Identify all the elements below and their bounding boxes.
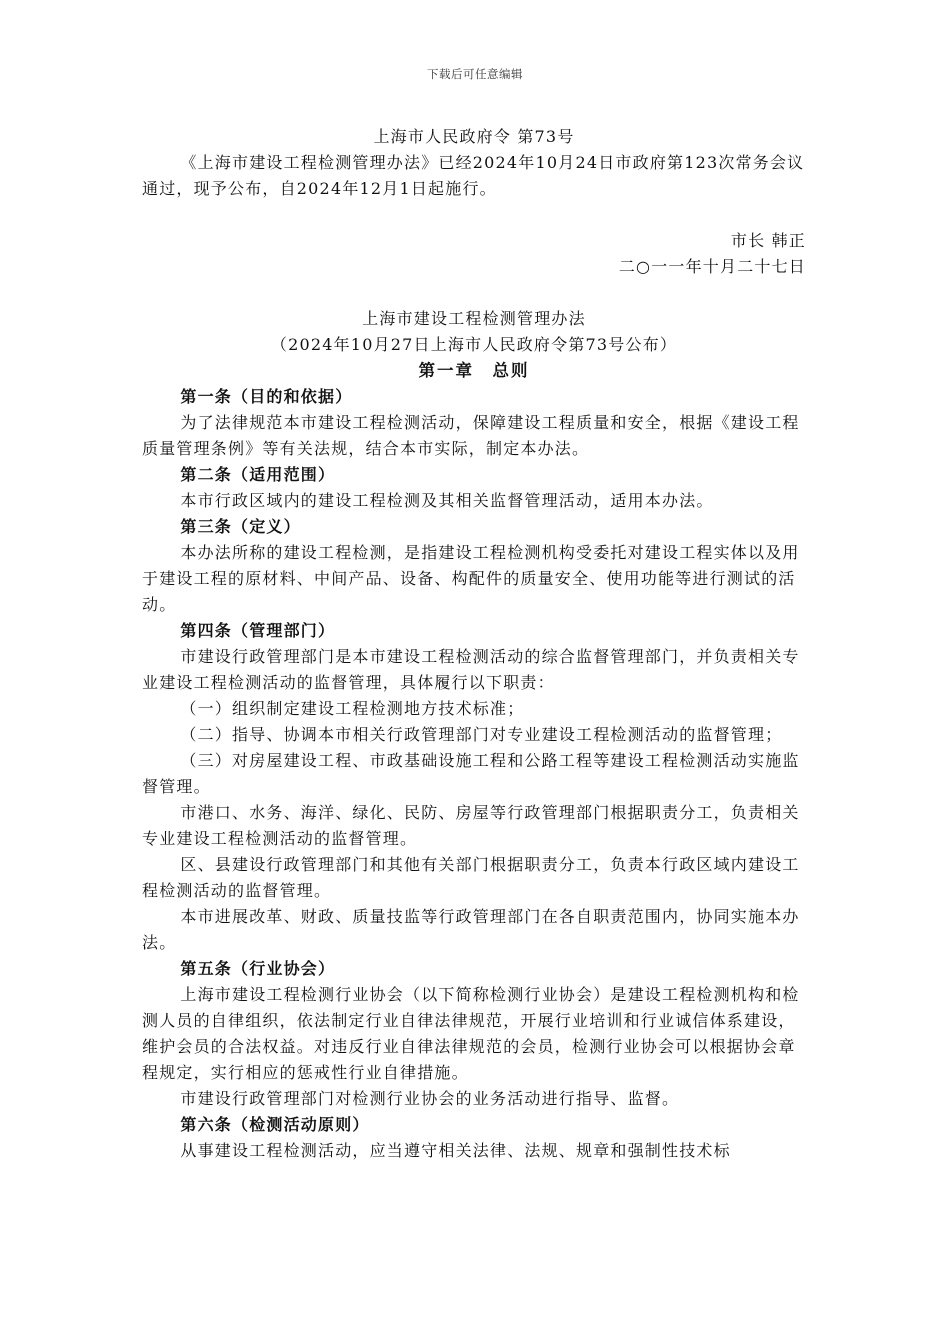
article-1-paragraph: 为了法律规范本市建设工程检测活动，保障建设工程质量和安全，根据《建设工程质量管理条例》等有关法规，结合本市实际，制定本办法。	[142, 413, 800, 458]
spacer	[142, 202, 806, 228]
document-content	[142, 124, 806, 1164]
article-4-paragraph-4: 本市进展改革、财政、质量技监等行政管理部门在各自职责范围内，协同实施本办法。	[142, 907, 800, 952]
chapter-heading: 第一章 总则	[418, 361, 530, 380]
article-5-heading: 第五条（行业协会）	[180, 959, 336, 978]
article-4-item-3: （三）对房屋建设工程、市政基础设施工程和公路工程等建设工程检测活动实施监督管理。	[142, 751, 800, 796]
article-4-paragraph-3: 区、县建设行政管理部门和其他有关部门根据职责分工，负责本行政区域内建设工程检测活动的监督管理。	[142, 855, 800, 900]
article-2-heading: 第二条（适用范围）	[180, 465, 336, 484]
article-4-paragraph-2: 市港口、水务、海洋、绿化、民防、房屋等行政管理部门根据职责分工，负责相关专业建设工程检测活动的监督管理。	[142, 803, 800, 848]
article-3-heading: 第三条（定义）	[180, 517, 301, 536]
article-5-paragraph-1: 上海市建设工程检测行业协会（以下简称检测行业协会）是建设工程检测机构和检测人员的自律组织，依法制定行业自律法律规范，开展行业培训和行业诚信体系建设，维护会员的合法权益。对违反行业自律法律规范的会员，检测行业协会可以根据协会章程规定，实行相应的惩戒性行业自律措施。	[142, 985, 800, 1082]
header-note: 下载后可任意编辑	[427, 67, 523, 81]
article-4-item-2: （二）指导、协调本市相关行政管理部门对专业建设工程检测活动的监督管理；	[180, 725, 783, 744]
article-4-item-1: （一）组织制定建设工程检测地方技术标准；	[180, 699, 525, 718]
article-1-heading: 第一条（目的和依据）	[180, 387, 353, 406]
article-3-paragraph: 本办法所称的建设工程检测，是指建设工程检测机构受委托对建设工程实体以及用于建设工程的原材料、中间产品、设备、构配件的质量安全、使用功能等进行测试的活动。	[142, 543, 800, 614]
article-2-paragraph: 本市行政区域内的建设工程检测及其相关监督管理活动，适用本办法。	[180, 491, 714, 510]
decree-signer: 市长 韩正	[730, 231, 806, 250]
doc-title: 上海市建设工程检测管理办法	[362, 309, 586, 328]
article-4-heading: 第四条（管理部门）	[180, 621, 336, 640]
decree-body: 《上海市建设工程检测管理办法》已经2024年10月24日市政府第123次常务会议通过，现予公布，自2024年12月1日起施行。	[142, 153, 805, 198]
article-5-paragraph-2: 市建设行政管理部门对检测行业协会的业务活动进行指导、监督。	[180, 1089, 680, 1108]
doc-subtitle: （2024年10月27日上海市人民政府令第73号公布）	[270, 335, 678, 354]
spacer	[142, 280, 806, 306]
article-6-paragraph: 从事建设工程检测活动，应当遵守相关法律、法规、规章和强制性技术标	[180, 1141, 731, 1160]
article-4-paragraph-1: 市建设行政管理部门是本市建设工程检测活动的综合监督管理部门，并负责相关专业建设工程检测活动的监督管理，具体履行以下职责：	[142, 647, 800, 692]
article-6-heading: 第六条（检测活动原则）	[180, 1115, 370, 1134]
decree-date: 二○一一年十月二十七日	[618, 257, 806, 276]
decree-title: 上海市人民政府令 第73号	[373, 127, 575, 146]
